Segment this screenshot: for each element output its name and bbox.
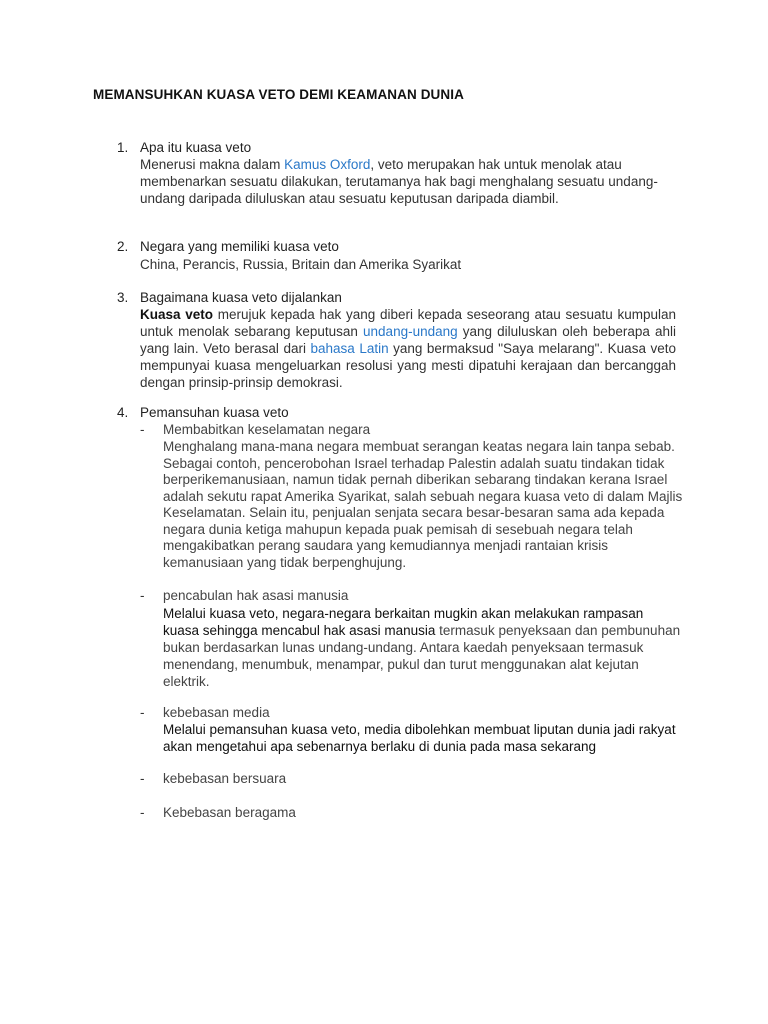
section-3-heading: Bagaimana kuasa veto dijalankan: [140, 290, 342, 305]
bullet-dash: -: [140, 805, 145, 820]
section-1-heading: Apa itu kuasa veto: [140, 140, 252, 155]
section-2-heading: Negara yang memiliki kuasa veto: [140, 239, 339, 254]
kamus-oxford-link[interactable]: Kamus Oxford: [284, 157, 371, 172]
page-title: MEMANSUHKAN KUASA VETO DEMI KEAMANAN DUNIA: [93, 87, 464, 102]
section-3-text-a: merujuk kepada hak yang diberi kepada seseorang atau sesuatu kumpulan untuk menolak sebarang keputusan: [140, 307, 676, 339]
section-3-body: [140, 306, 676, 391]
item-5-label: Kebebasan beragama: [163, 805, 296, 820]
bullet-dash: -: [140, 705, 145, 720]
item-2-text-dark: Melalui kuasa veto, negara-negara berkaitan mugkin akan melakukan rampasan kuasa sehingga mencabul hak asasi manusia: [163, 606, 644, 638]
section-1-number: 1.: [117, 140, 129, 155]
section-3-text-c: yang bermaksud "Saya melarang". Kuasa veto mempunyai kuasa mengeluarkan resolusi yang mesti dipatuhi kerajaan dan bercanggah dengan prinsip-prinsip demokrasi.: [140, 341, 676, 390]
section-1-text-b: , veto merupakan hak untuk menolak atau membenarkan sesuatu dilakukan, terutamanya hak bagi menghalang sesuatu undang-undang daripada diluluskan atau sesuatu keputusan daripada diambil.: [140, 157, 658, 206]
bahasa-latin-link[interactable]: bahasa Latin: [310, 341, 389, 356]
section-3-number: 3.: [117, 290, 129, 305]
item-1-text: Menghalang mana-mana negara membuat serangan keatas negara lain tanpa sebab. Sebagai contoh, pencerobohan Israel terhadap Palestin adalah suatu tindakan tidak berperikemanusiaan, namun tidak pernah diberikan sebarang tindakan kerana Israel adalah sekutu rapat Amerika Syarikat, salah sebuah negara kuasa veto di dalam Majlis Keselamatan. Selain itu, penjualan senjata secara besar-besaran sama ada kepada negara dunia ketiga mahupun kepada puak pemisah di sesebuah negara telah mengakibatkan perang saudara yang kemudiannya menjadi rantaian krisis kemanusiaan yang tidak berpenghujung.: [163, 439, 683, 570]
section-1-text-a: Menerusi makna dalam: [140, 157, 285, 172]
bullet-dash: -: [140, 422, 145, 437]
section-4-number: 4.: [117, 405, 129, 420]
item-3-label: kebebasan media: [163, 705, 270, 720]
kuasa-veto-term: Kuasa veto: [140, 307, 213, 322]
undang-undang-link[interactable]: undang-undang: [363, 324, 458, 339]
item-2-text: [163, 605, 683, 690]
item-2-label: pencabulan hak asasi manusia: [163, 588, 349, 603]
section-4-heading: Pemansuhan kuasa veto: [140, 405, 289, 420]
section-2-number: 2.: [117, 239, 129, 254]
item-4-label: kebebasan bersuara: [163, 771, 287, 786]
item-1-label: Membabitkan keselamatan negara: [163, 422, 371, 437]
section-3-text-b: yang diluluskan oleh beberapa ahli yang lain. Veto berasal dari: [140, 324, 676, 356]
bullet-dash: -: [140, 771, 145, 786]
item-3-text: Melalui pemansuhan kuasa veto, media dibolehkan membuat liputan dunia jadi rakyat akan mengetahui apa sebenarnya berlaku di dunia pada masa sekarang: [163, 722, 676, 754]
section-1-body: [140, 156, 660, 207]
bullet-dash: -: [140, 588, 145, 603]
item-2-text-light: termasuk penyeksaan dan pembunuhan bukan berdasarkan lunas undang-undang. Antara kaedah penyeksaan termasuk menendang, menumbuk, menampar, pukul dan turut menggunakan alat kejutan elektrik.: [163, 623, 681, 689]
section-2-body: China, Perancis, Russia, Britain dan Amerika Syarikat: [140, 257, 462, 272]
